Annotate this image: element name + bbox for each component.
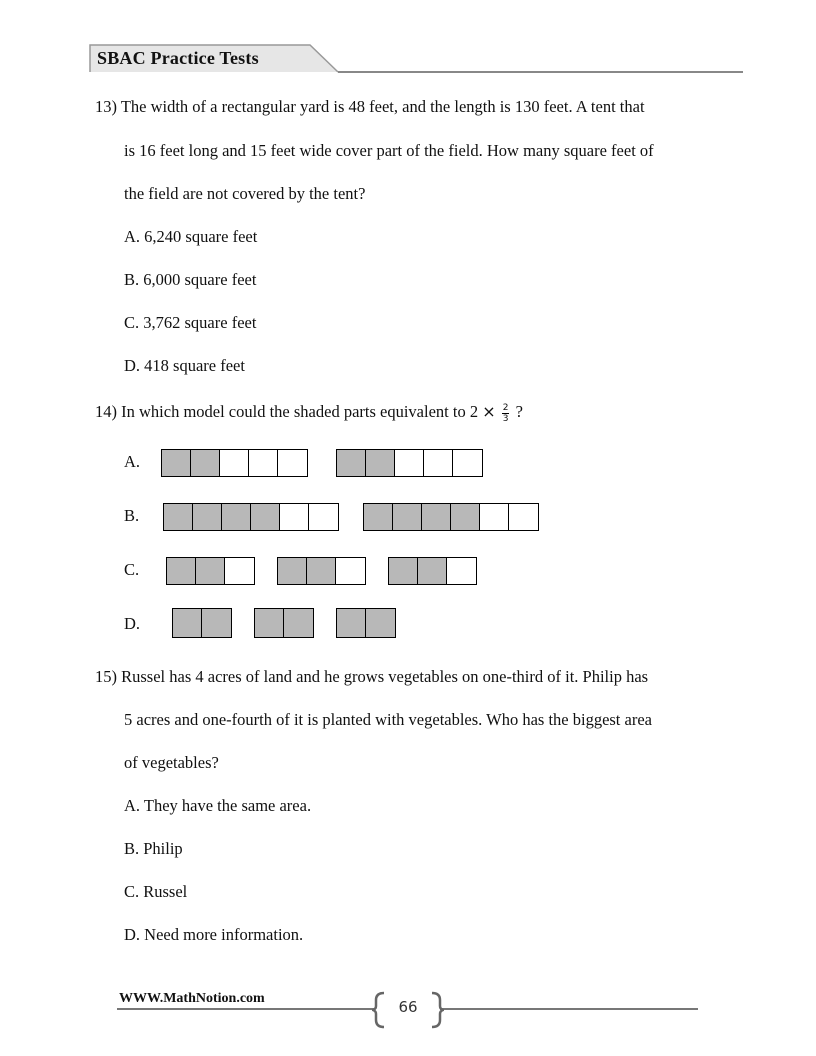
fraction-model xyxy=(172,608,232,638)
answer-option: B. 6,000 square feet xyxy=(124,270,257,289)
footer-website: WWW.MathNotion.com xyxy=(119,991,265,1006)
shaded-part xyxy=(389,558,418,584)
option-letter: B. xyxy=(124,506,140,525)
unshaded-part xyxy=(480,504,509,530)
question-prompt: 14) In which model could the shaded parts equivalent to 2 xyxy=(95,402,479,421)
times-sign: × xyxy=(482,402,496,421)
shaded-part xyxy=(251,504,280,530)
question-text-line: of vegetables? xyxy=(124,753,219,772)
footer-divider-left xyxy=(117,1008,375,1010)
shaded-part xyxy=(167,558,196,584)
unshaded-part xyxy=(424,450,453,476)
shaded-part xyxy=(366,450,395,476)
shaded-part xyxy=(451,504,480,530)
shaded-part xyxy=(162,450,191,476)
unshaded-part xyxy=(395,450,424,476)
page-number: 66 xyxy=(398,998,418,1016)
unshaded-part xyxy=(249,450,278,476)
shaded-part xyxy=(366,609,395,637)
fraction-model xyxy=(277,557,366,585)
fraction-model xyxy=(363,503,539,531)
page-header xyxy=(88,42,743,74)
unshaded-part xyxy=(447,558,476,584)
fraction-model xyxy=(161,449,308,477)
fraction-model xyxy=(336,449,483,477)
shaded-part xyxy=(193,504,222,530)
question-mark: ? xyxy=(515,402,523,421)
shaded-part xyxy=(364,504,393,530)
shaded-part xyxy=(337,609,366,637)
answer-option: C. 3,762 square feet xyxy=(124,313,257,332)
shaded-part xyxy=(284,609,313,637)
shaded-part xyxy=(173,609,202,637)
question-text-line: is 16 feet long and 15 feet wide cover part of the field. How many square feet of xyxy=(124,141,654,160)
unshaded-part xyxy=(453,450,482,476)
unshaded-part xyxy=(336,558,365,584)
answer-option: D. Need more information. xyxy=(124,925,304,944)
shaded-part xyxy=(255,609,284,637)
fraction-model xyxy=(388,557,477,585)
fraction-numerator: 2 xyxy=(502,402,509,413)
shaded-part xyxy=(393,504,422,530)
fraction-denominator: 3 xyxy=(502,413,509,424)
unshaded-part xyxy=(225,558,254,584)
unshaded-part xyxy=(509,504,538,530)
fraction xyxy=(502,403,510,424)
option-letter: C. xyxy=(124,560,140,579)
shaded-part xyxy=(222,504,251,530)
option-letter: A. xyxy=(124,452,141,471)
unshaded-part xyxy=(280,504,309,530)
unshaded-part xyxy=(220,450,249,476)
answer-option: A. 6,240 square feet xyxy=(124,227,258,246)
shaded-part xyxy=(278,558,307,584)
shaded-part xyxy=(307,558,336,584)
shaded-part xyxy=(418,558,447,584)
header-title: SBAC Practice Tests xyxy=(97,48,259,68)
shaded-part xyxy=(191,450,220,476)
answer-option: B. Philip xyxy=(124,839,183,858)
shaded-part xyxy=(337,450,366,476)
question-text-line: the field are not covered by the tent? xyxy=(124,184,366,203)
footer-divider-right xyxy=(440,1008,698,1010)
fraction-model xyxy=(336,608,396,638)
unshaded-part xyxy=(278,450,307,476)
question-text-line: 15) Russel has 4 acres of land and he grows vegetables on one-third of it. Philip has xyxy=(95,667,649,686)
option-letter: D. xyxy=(124,614,141,633)
fraction-model xyxy=(166,557,255,585)
shaded-part xyxy=(202,609,231,637)
answer-option: A. They have the same area. xyxy=(124,796,312,815)
fraction-model xyxy=(254,608,314,638)
question-text-line xyxy=(95,402,523,424)
question-text-line: 13) The width of a rectangular yard is 48 feet, and the length is 130 feet. A tent that xyxy=(95,97,645,116)
shaded-part xyxy=(422,504,451,530)
unshaded-part xyxy=(309,504,338,530)
fraction-model xyxy=(163,503,339,531)
question-text-line: 5 acres and one-fourth of it is planted with vegetables. Who has the biggest area xyxy=(124,710,652,729)
shaded-part xyxy=(164,504,193,530)
shaded-part xyxy=(196,558,225,584)
answer-option: C. Russel xyxy=(124,882,188,901)
answer-option: D. 418 square feet xyxy=(124,356,245,375)
